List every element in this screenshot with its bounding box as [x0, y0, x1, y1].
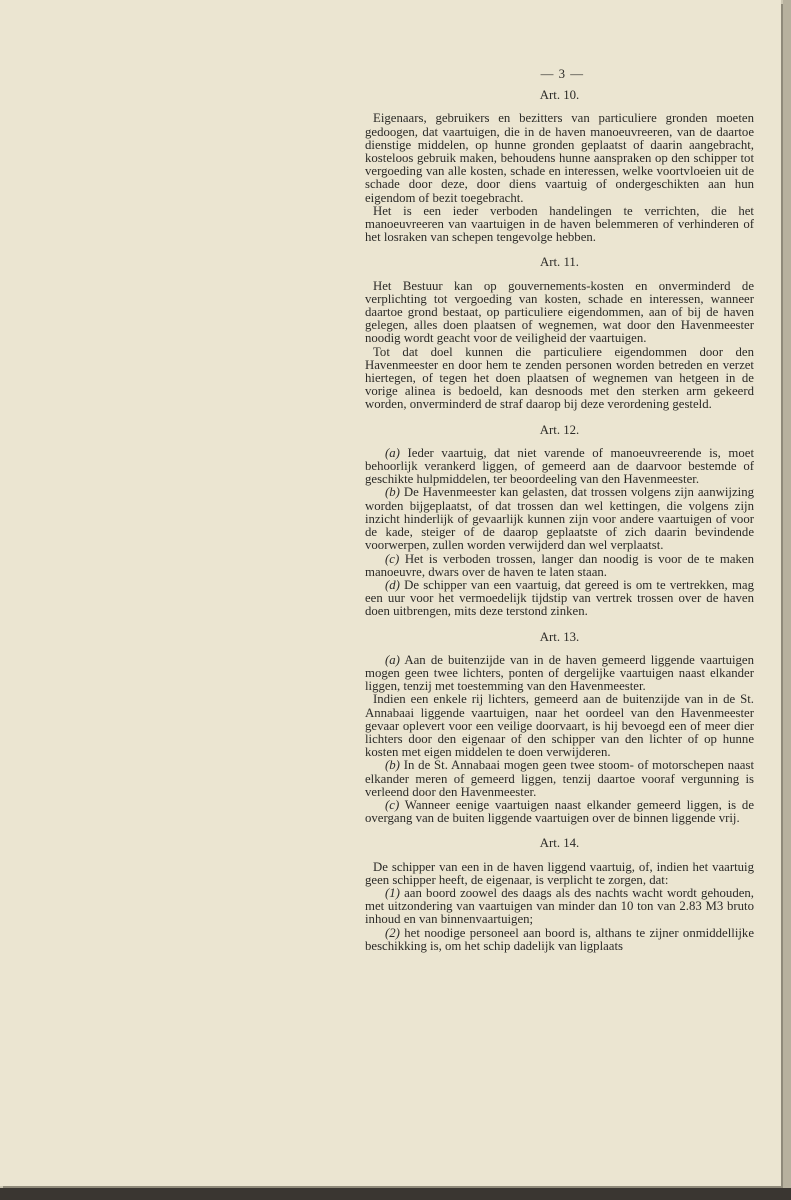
- paragraph-text: Eigenaars, gebruikers en bezitters van particuliere gronden moeten gedoogen, dat vaartuigen, die in de haven manoeuvreeren, van de daartoe dienstige middelen, op hunne gronden geplaatst of daarin aangebracht, kosteloos gebruik maken, behoudens hunne aanspraken op den schipper tot vergoeding van alle kosten, schade en interessen, welke voortvloeien uit de schade door deze, door diens vaartuig of ondergeschikten aan hun eigendom of bezit toegebracht.: [365, 111, 754, 205]
- article-paragraph: [365, 579, 754, 619]
- paragraph-label: (a): [385, 652, 400, 667]
- paragraph-text: Het is een ieder verboden handelingen te verrichten, die het manoeuvreeren van vaartuigen in de haven belemmeren of verhinderen of het losraken van schepen tengevolge hebben.: [365, 203, 754, 245]
- article-paragraph: [365, 112, 754, 204]
- paragraph-label: (c): [385, 551, 400, 566]
- article-heading: Art. 12.: [539, 422, 580, 437]
- paragraph-text: De schipper van een in de haven liggend vaartuig, of, indien het vaartuig geen schipper heeft, de eigenaar, is verplicht te zorgen, dat:: [365, 859, 754, 887]
- paragraph-text: In de St. Annabaai mogen geen twee stoom- of motorschepen naast elkander meren of gemeerd liggen, tenzij daartoe vooraf vergunning is verleend door den Havenmeester.: [365, 758, 754, 799]
- articles: [365, 89, 754, 953]
- paragraph-label: (b): [385, 485, 400, 500]
- article-paragraph: [365, 861, 754, 887]
- article-paragraph: [365, 280, 754, 346]
- article-section: [365, 89, 754, 244]
- paragraph-text: aan boord zoowel des daags als des nachts wacht wordt gehouden, met uitzondering van vaartuigen van minder dan 10 ton van 2.83 M3 bruto inhoud en van binnenvaartuigen;: [365, 885, 754, 927]
- paragraph-label: (b): [385, 758, 400, 773]
- article-paragraph: [365, 927, 754, 953]
- paragraph-text: Het is verboden trossen, langer dan noodig is voor de te maken manoeuvre, dwars over de haven te laten staan.: [365, 551, 754, 579]
- paragraph-text: Wanneer eenige vaartuigen naast elkander gemeerd liggen, is de overgang van de buiten liggende vaartuigen over de binnen liggende vrij.: [365, 797, 754, 826]
- paragraph-label: (d): [385, 577, 400, 592]
- article-section: [365, 837, 754, 953]
- article-paragraph: [365, 486, 754, 552]
- paragraph-text: Het Bestuur kan op gouvernements-kosten en onverminderd de verplichting tot vergoeding van kosten, schade en interessen, wanneer daartoe grond bestaat, op particuliere eigendommen, aan of bij de haven gelegen, alles doen plaatsen of wegnemen, wat door den Havenmeester noodig wordt geacht voor de veiligheid der vaartuigen.: [365, 278, 754, 346]
- article-section: [365, 256, 754, 411]
- scan-margin-bottom: [0, 1188, 791, 1200]
- paragraph-label: (a): [385, 445, 400, 460]
- article-paragraph: [365, 205, 754, 245]
- scan-margin-right: [783, 0, 791, 1188]
- article-paragraph: [365, 553, 754, 579]
- article-heading: Art. 10.: [539, 88, 580, 103]
- paragraph-text: De Havenmeester kan gelasten, dat trossen volgens zijn aanwijzing worden bijgeplaatst, of dat trossen dan wel kettingen, die volgens zijn inzicht hinderlijk of gevaarlijk kunnen zijn voor andere vaartuigen of voor de kade, steiger of de daarop geplaatste of zich daarin bevindende voorwerpen, zullen worden verwijderd dan wel verplaatst.: [365, 485, 754, 553]
- article-paragraph: [365, 346, 754, 412]
- article-heading: Art. 11.: [540, 255, 579, 270]
- paragraph-text: Aan de buitenzijde van in de haven gemeerd liggende vaartuigen mogen geen twee lichters, ponten of dergelijke vaartuigen naast elkander liggen, tenzij met toestemming van den Havenmeester.: [365, 652, 755, 694]
- article-paragraph: [365, 759, 754, 799]
- paragraph-text: De schipper van een vaartuig, dat gereed is om te vertrekken, mag een uur voor het vermoedelijk tijdstip van vertrek trossen over de haven doen uitbrengen, mits deze terstond zinken.: [365, 577, 755, 619]
- paragraph-text: Tot dat doel kunnen die particuliere eigendommen door den Havenmeester en door hem te zenden personen worden betreden en verzet hiertegen, of tegen het doen plaatsen of wegnemen van hetgeen in de vorige alinea is bedoeld, kan desnoods met den sterken arm gekeerd worden, onverminderd de straf daarop bij deze verordening gesteld.: [365, 344, 754, 412]
- page-number: — 3 —: [540, 67, 584, 81]
- article-paragraph: [365, 447, 754, 487]
- paragraph-text: Ieder vaartuig, dat niet varende of manoeuvreerende is, moet behoorlijk verankerd liggen, of gemeerd aan de daarvoor bestemde of geschikte hulpmiddelen, ter beoordeeling van den Havenmeester.: [365, 445, 755, 487]
- paragraph-label: (1): [385, 885, 400, 900]
- article-paragraph: [365, 799, 754, 825]
- paragraph-label: (c): [385, 797, 400, 812]
- article-paragraph: [365, 654, 754, 694]
- article-heading: Art. 14.: [539, 836, 580, 851]
- paragraph-text: Indien een enkele rij lichters, gemeerd aan de buitenzijde van in de St. Annabaai liggende vaartuigen, naar het oordeel van den Havenmeester gevaar oplevert voor een veilige doorvaart, is hij bevoegd een of meer dier lichters door den eigenaar of den schipper van den lichter of op hunne kosten met eigen middelen te doen verwijderen.: [365, 692, 754, 760]
- article-heading: Art. 13.: [539, 629, 580, 644]
- text-column: [365, 68, 754, 965]
- article-section: [365, 631, 754, 826]
- article-paragraph: [365, 693, 754, 759]
- paragraph-label: (2): [385, 925, 400, 940]
- paragraph-text: het noodige personeel aan boord is, althans te zijner onmiddellijke beschikking is, om het schip dadelijk van ligplaats: [365, 925, 755, 953]
- article-section: [365, 424, 754, 619]
- article-paragraph: [365, 887, 754, 927]
